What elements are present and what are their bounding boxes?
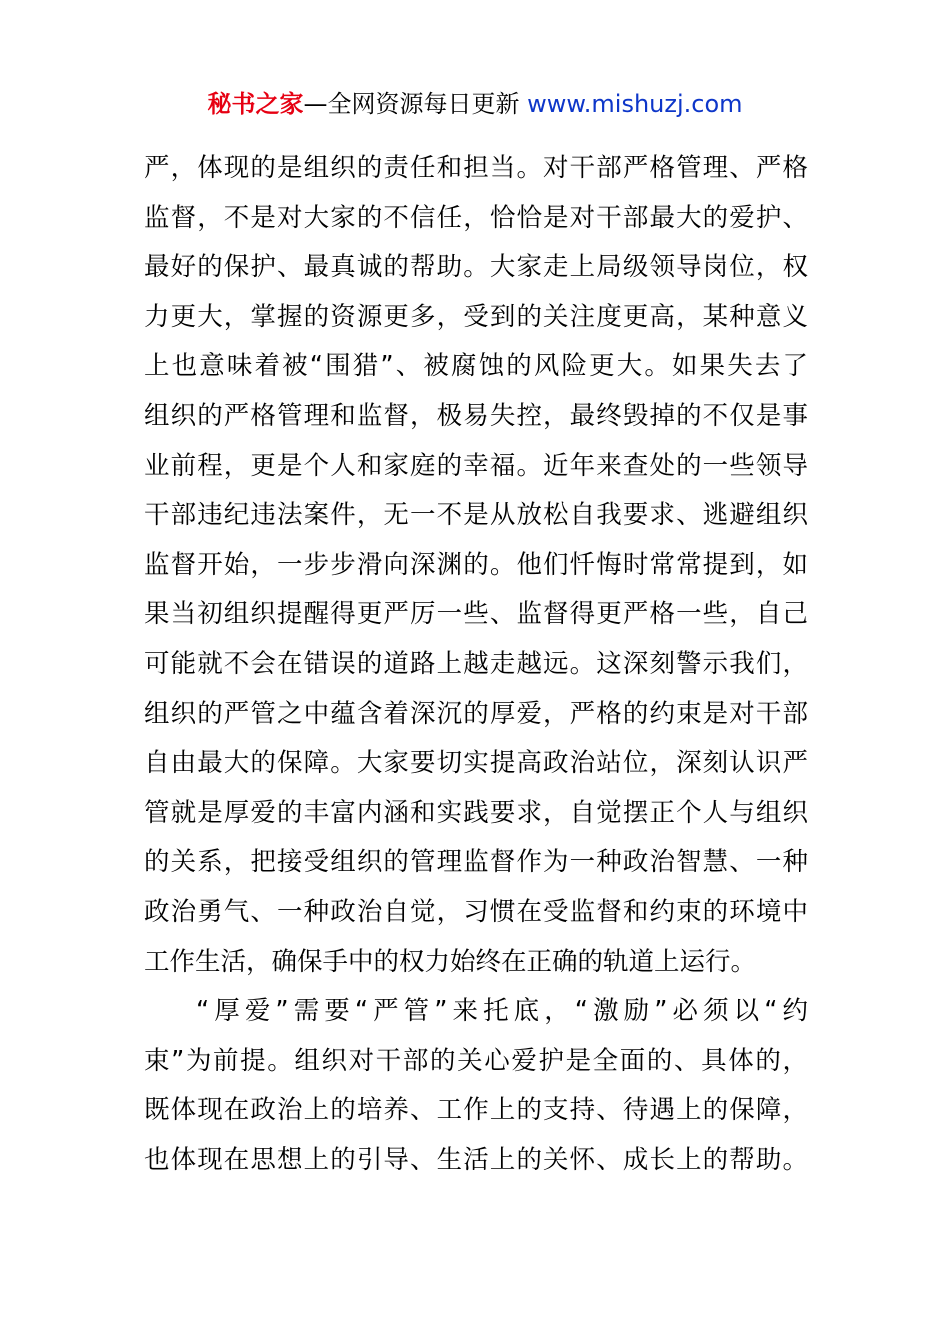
page-header <box>0 86 950 122</box>
paragraph-1 <box>144 144 808 987</box>
text-line: 业前程，更是个人和家庭的幸福。近年来查处的一些领导 <box>144 450 808 481</box>
text-line: 果当初组织提醒得更严厉一些、监督得更严格一些，自己 <box>144 599 808 630</box>
text-line: 工作生活，确保手中的权力始终在正确的轨道上运行。 <box>144 946 757 977</box>
text-line: 上也意味着被“围猎”、被腐蚀的风险更大。如果失去了 <box>144 351 808 382</box>
text-line: 组织的严格管理和监督，极易失控，最终毁掉的不仅是事 <box>144 400 808 431</box>
text-line: 监督开始，一步步滑向深渊的。他们忏悔时常常提到，如 <box>144 549 808 580</box>
text-line: 政治勇气、一种政治自觉，习惯在受监督和约束的环境中 <box>144 896 808 927</box>
text-line: 干部违纪违法案件，无一不是从放松自我要求、逃避组织 <box>144 500 808 531</box>
header-brand: 秘书之家 <box>207 90 304 118</box>
text-line: 也体现在思想上的引导、生活上的关怀、成长上的帮助。 <box>144 1144 808 1175</box>
document-body <box>144 144 808 1185</box>
text-line: 力更大，掌握的资源更多，受到的关注度更高，某种意义 <box>144 301 808 332</box>
text-line: 束”为前提。组织对干部的关心爱护是全面的、具体的， <box>144 1045 808 1076</box>
text-line: 管就是厚爱的丰富内涵和实践要求，自觉摆正个人与组织 <box>144 797 808 828</box>
text-line: 可能就不会在错误的道路上越走越远。这深刻警示我们， <box>144 648 808 679</box>
text-line: 自由最大的保障。大家要切实提高政治站位，深刻认识严 <box>144 748 808 779</box>
paragraph-2 <box>144 987 808 1185</box>
text-line: 监督，不是对大家的不信任，恰恰是对干部最大的爱护、 <box>144 202 808 233</box>
header-url-link[interactable]: www.mishuzj.com <box>527 90 743 118</box>
text-line: 组织的严管之中蕴含着深沉的厚爱，严格的约束是对干部 <box>144 698 808 729</box>
text-line: 既体现在政治上的培养、工作上的支持、待遇上的保障， <box>144 1095 808 1126</box>
text-line: “厚爱”需要“严管”来托底，“激励”必须以“约 <box>196 996 808 1027</box>
text-line: 严，体现的是组织的责任和担当。对干部严格管理、严格 <box>144 153 808 183</box>
header-tagline: —全网资源每日更新 <box>303 90 520 118</box>
text-line: 最好的保护、最真诚的帮助。大家走上局级领导岗位，权 <box>144 252 808 283</box>
text-line: 的关系，把接受组织的管理监督作为一种政治智慧、一种 <box>144 847 808 878</box>
